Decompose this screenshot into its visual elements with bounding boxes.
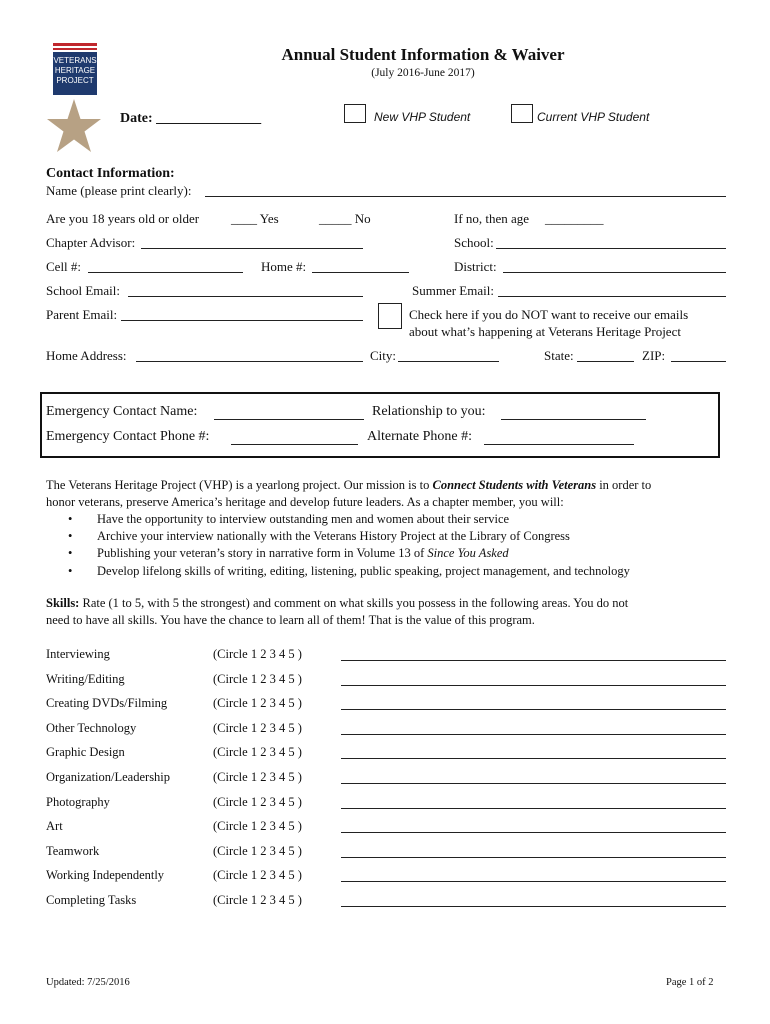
mission-text: The Veterans Heritage Project (VHP) is a yearlong project. Our mission is to: [46, 478, 433, 492]
city-input-line[interactable]: [398, 361, 499, 362]
age-yes-option[interactable]: ____ Yes: [231, 211, 279, 226]
skill-rating[interactable]: (Circle 1 2 3 4 5 ): [213, 647, 302, 661]
skills-intro-text: need to have all skills. You have the chance to learn all of them! That is the value of this program.: [46, 613, 535, 627]
skill-label: Writing/Editing: [46, 671, 125, 686]
zip-input-line[interactable]: [671, 361, 726, 362]
name-label: Name (please print clearly):: [46, 183, 192, 198]
school-input-line[interactable]: [496, 248, 726, 249]
skill-label: Interviewing: [46, 647, 110, 661]
logo-text: VETERANS: [53, 56, 97, 65]
skill-comment-line[interactable]: [341, 906, 726, 907]
district-label: District:: [454, 259, 497, 274]
list-item: Have the opportunity to interview outstanding men and women about their service: [97, 512, 510, 526]
mission-emphasis: Connect Students with Veterans: [432, 478, 597, 492]
email-optout-checkbox[interactable]: [378, 303, 402, 329]
publication-title: Since You Asked: [427, 546, 509, 560]
parent-email-label: Parent Email:: [46, 307, 118, 322]
skill-comment-line[interactable]: [341, 660, 726, 661]
skill-rating[interactable]: (Circle 1 2 3 4 5 ): [213, 843, 302, 858]
relationship-input-line[interactable]: [501, 419, 646, 420]
skill-label: Organization/Leadership: [46, 770, 171, 784]
page-number: Page 1 of 2: [666, 977, 714, 988]
skill-comment-line[interactable]: [341, 857, 726, 858]
skill-comment-line[interactable]: [341, 685, 726, 686]
age-question: Are you 18 years old or older: [46, 211, 200, 226]
cell-label: Cell #:: [46, 259, 82, 274]
bullet: •: [68, 529, 73, 543]
skill-comment-line[interactable]: [341, 709, 726, 710]
advisor-label: Chapter Advisor:: [46, 235, 136, 250]
skill-label: Art: [46, 819, 63, 834]
skill-label: Photography: [46, 794, 110, 809]
optout-text: about what’s happening at Veterans Heritage Project: [409, 324, 681, 339]
emergency-phone-label: Emergency Contact Phone #:: [46, 429, 210, 444]
list-item-text: Publishing your veteran’s story in narrative form in Volume 13 of: [97, 546, 428, 560]
school-label: School:: [454, 235, 494, 250]
alternate-phone-input-line[interactable]: [484, 444, 634, 445]
logo-text: PROJECT: [56, 76, 94, 85]
name-input-line[interactable]: [205, 196, 726, 197]
bullet: •: [68, 546, 73, 560]
skill-rating[interactable]: (Circle 1 2 3 4 5 ): [213, 819, 302, 834]
current-student-label: Current VHP Student: [537, 110, 650, 124]
emergency-phone-input-line[interactable]: [231, 444, 358, 445]
skill-rating[interactable]: (Circle 1 2 3 4 5 ): [213, 696, 302, 711]
optout-text: Check here if you do NOT want to receive our emails: [409, 307, 689, 322]
age-no-option[interactable]: _____ No: [319, 211, 371, 226]
alternate-phone-label: Alternate Phone #:: [367, 429, 472, 444]
emergency-contact-box: [40, 392, 720, 458]
city-label: City:: [370, 348, 397, 363]
date-field[interactable]: Date: _______________: [120, 111, 262, 126]
zip-label: ZIP:: [642, 348, 666, 363]
summer-email-label: Summer Email:: [412, 283, 494, 298]
list-item: [97, 546, 509, 561]
bullet: •: [68, 512, 73, 526]
mission-text: in order to: [596, 478, 652, 492]
home-address-input-line[interactable]: [136, 361, 363, 362]
skills-heading: Skills:: [46, 596, 80, 610]
home-address-label: Home Address:: [46, 348, 127, 363]
home-phone-label: Home #:: [261, 259, 307, 274]
skill-comment-line[interactable]: [341, 783, 726, 784]
skill-comment-line[interactable]: [341, 734, 726, 735]
updated-date: Updated: 7/25/2016: [46, 977, 130, 988]
skill-comment-line[interactable]: [341, 832, 726, 833]
state-input-line[interactable]: [577, 361, 634, 362]
skill-rating[interactable]: (Circle 1 2 3 4 5 ): [213, 720, 302, 735]
page-title: Annual Student Information & Waiver: [281, 45, 565, 64]
skill-rating[interactable]: (Circle 1 2 3 4 5 ): [213, 794, 302, 809]
skill-label: Other Technology: [46, 720, 137, 735]
contact-heading: Contact Information:: [46, 166, 175, 181]
skill-label: Graphic Design: [46, 745, 125, 760]
skill-comment-line[interactable]: [341, 881, 726, 882]
school-email-label: School Email:: [46, 283, 121, 298]
relationship-label: Relationship to you:: [372, 404, 486, 419]
page-subtitle: (July 2016-June 2017): [371, 67, 475, 79]
home-phone-input-line[interactable]: [312, 272, 409, 273]
district-input-line[interactable]: [503, 272, 726, 273]
list-item: Archive your interview nationally with the Veterans History Project at the Library of Congress: [97, 529, 570, 543]
skill-label: Completing Tasks: [46, 893, 137, 907]
summer-email-input-line[interactable]: [498, 296, 726, 297]
emergency-name-input-line[interactable]: [214, 419, 364, 420]
age-input[interactable]: _________: [545, 211, 604, 226]
cell-input-line[interactable]: [88, 272, 243, 273]
skill-rating[interactable]: (Circle 1 2 3 4 5 ): [213, 893, 302, 907]
skill-label: Creating DVDs/Filming: [46, 696, 168, 711]
star-icon: [46, 99, 102, 153]
skill-rating[interactable]: (Circle 1 2 3 4 5 ): [213, 770, 302, 784]
skill-rating[interactable]: (Circle 1 2 3 4 5 ): [213, 745, 302, 760]
skills-intro-text: Rate (1 to 5, with 5 the strongest) and comment on what skills you possess in the following areas. You do not: [79, 596, 629, 610]
skills-intro: [46, 596, 628, 611]
advisor-input-line[interactable]: [141, 248, 363, 249]
mission-text: honor veterans, preserve America’s heritage and develop future leaders. As a chapter member, you will:: [46, 495, 564, 509]
new-student-checkbox[interactable]: [344, 104, 366, 123]
skill-label: Teamwork: [46, 843, 100, 858]
skill-rating[interactable]: (Circle 1 2 3 4 5 ): [213, 868, 302, 883]
mission-paragraph: [46, 478, 651, 493]
emergency-name-label: Emergency Contact Name:: [46, 404, 198, 419]
state-label: State:: [544, 348, 574, 363]
if-no-age-label: If no, then age: [454, 211, 530, 226]
skill-rating[interactable]: (Circle 1 2 3 4 5 ): [213, 671, 302, 686]
skill-label: Working Independently: [46, 868, 165, 883]
school-email-input-line[interactable]: [128, 296, 363, 297]
new-student-label: New VHP Student: [374, 110, 471, 124]
skill-comment-line[interactable]: [341, 758, 726, 759]
parent-email-input-line[interactable]: [121, 320, 363, 321]
skill-comment-line[interactable]: [341, 808, 726, 809]
list-item: Develop lifelong skills of writing, editing, listening, public speaking, project management, and technology: [97, 564, 630, 578]
logo-text: HERITAGE: [54, 66, 96, 75]
bullet: •: [68, 564, 73, 578]
current-student-checkbox[interactable]: [511, 104, 533, 123]
